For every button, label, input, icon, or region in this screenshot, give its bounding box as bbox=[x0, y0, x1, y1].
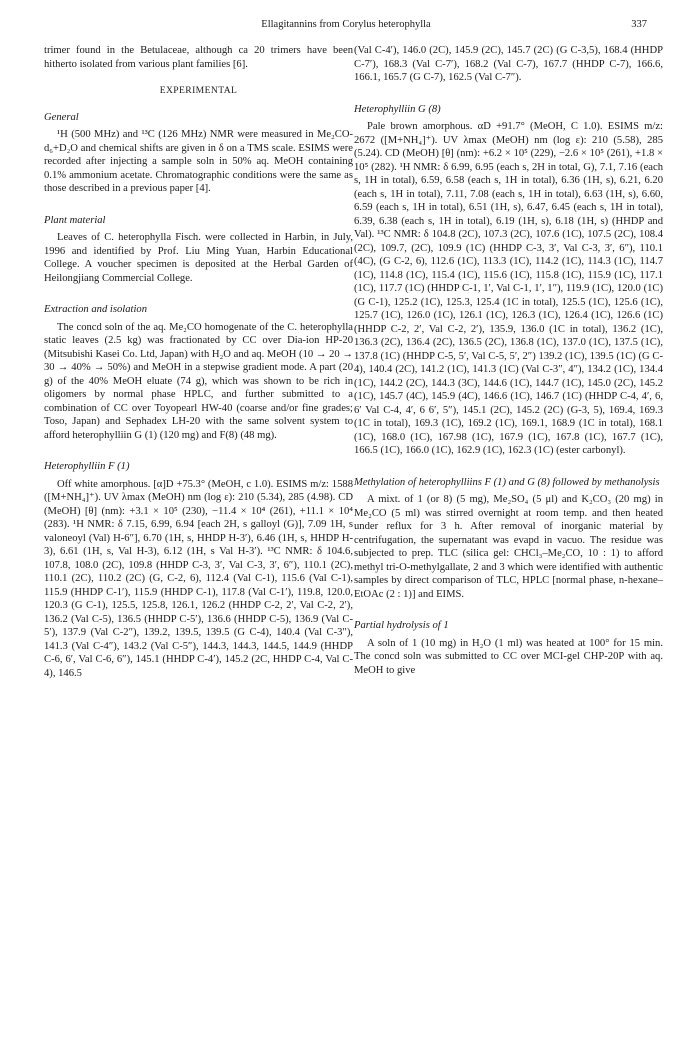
general-paragraph: ¹H (500 MHz) and ¹³C (126 MHz) NMR were measured in Me₂CO-d₆+D₂O and chemical shifts are given in δ on a TMS scale. ESIMS were recorded after injecting a sample soln in 50% aq. MeOH containing 0.1% ammonium acetate. Chromatographic conditions were the same as those described in a previous paper [4]. bbox=[44, 129, 353, 194]
extraction-paragraph: The concd soln of the aq. Me₂CO homogenate of the C. heterophylla static leaves (2.5 kg) was fractionated by CC over Dia-ion HP-20 (Mitsubishi Kasei Co. Ltd, Japan) with H₂O and aq. MeOH (10 → 20 → 30 → 40% → 50%) and MeOH in a stepwise gradient mode. A part (20 g) of the 40% MeOH eluate (74 g), which was shown to be rich in oligomers by normal phase HPLC, and further submitted to a combination of CC over Toyopearl HW-40 (coarse and/or fine grades; Toso, Japan) and Sephadex LH-20 with the same solvent system to afford heterophylliin G (1) (120 mg) and F(8) (48 mg). bbox=[44, 321, 353, 441]
heterophylliin-f-heading: Heterophylliin F (1) bbox=[44, 461, 130, 472]
partial-hydrolysis-paragraph: A soln of 1 (10 mg) in H₂O (1 ml) was heated at 100° for 15 min. The concd soln was submitted to CC over MCI-gel CHP-20P with aq. MeOH to give bbox=[354, 637, 663, 676]
methylation-heading: Methylation of heterophylliins F (1) and G (8) followed by methanolysis bbox=[354, 476, 660, 488]
running-head bbox=[0, 18, 692, 32]
general-heading: General bbox=[44, 111, 79, 123]
intro-continued-paragraph: trimer found in the Betulaceae, although ca 20 trimers have been hitherto isolated from various plant families [6]. bbox=[44, 45, 353, 70]
heterophylliin-f-paragraph: Off white amorphous. [α]D +75.3° (MeOH, c 1.0). ESIMS m/z: 1588 ([M+NH₄]⁺). UV λmax (MeOH) nm (log ε): 210 (5.34), 285 (4.98). CD (MeOH) [θ] (nm): +3.1 × 10⁵ (230), −11.4 × 10⁴ (261), +11.1 × 10⁴ (283). ¹H NMR: δ 7.15, 6.99, 6.94 [each 2H, s galloyl (G)], 7.09 1H, s valoneoyl (Val) H-6″], 6.70 (1H, s, HHDP H-3′), 6.46 (1H, s, HHDP H-3), 6.61 (1H, s, Val H-3), 6.12 (1H, s Val H-3′). ¹³C NMR: δ 104.6, 107.8, 108.0 (2C), 109.8 (HHDP C-3, 3′, Val C-3, 3′, 6″), 110.1 (2C), 110.1 (2C), 110.2 (2C) (G, C-2, 6), 112.4 (Val C-1), 115.6 (Val C-1), 115.9 (HHDP C-1′), 115.9 (HHDP C-1), 117.8 (Val C-1′), 119.8, 120.0, 120.3 (G C-1), 125.5, 125.8, 126.1, 126.2 (HHDP C-2, 2′, Val C-2, 2′), 136.2 (Val C-5), 136.5 (HHDP C-5′), 136.6 (HHDP C-5), 136.9 (Val C-5′), 137.9 (Val C-2″), 139.2, 139.5, 139.5 (G C-4), 140.4 (Val C-3″), 141.3 (Val C-4″), 143.2 (Val C-5″), 144.3, 144.3, 144.5, 144.9 (HHDP C-6, 6′, Val C-6, 6″), 145.1 (HHDP C-4′), 145.2 (2C, HHDP C-4, Val C-4), 146.5 bbox=[44, 478, 353, 679]
left-column bbox=[44, 44, 353, 680]
plant-material-heading: Plant material bbox=[44, 214, 106, 226]
extraction-heading: Extraction and isolation bbox=[44, 304, 147, 315]
heterophylliin-g-paragraph: Pale brown amorphous. αD +91.7° (MeOH, C 1.0). ESIMS m/z: 2672 ([M+NH₄]⁺). UV λmax (MeOH) nm (log ε): 210 (5.58), 285 (5.24). CD (MeOH) [θ] (nm): +6.2 × 10⁵ (229), −2.6 × 10⁵ (261), +1.8 × 10⁵ (282). ¹H NMR: δ 6.99, 6.95 (each s, 2H in total, G), 7.1, 7.16 (each s, 1H in total), 6.59, 6.58 (each s, 1H in total), 6.36 (1H, s), 6.21, 6.20 (each s, 1H in total), 7.11, 7.08 (each s, 1H in total), 6.63 (1H, s), 6.60, 6.59 (each s, 1H in total), 6.51 (1H, s), 6.47, 6.45 (each s, 1H in total), 6.39, 6.38 (each s, 1H in total), 6.19 (1H, s), 6.18 (1H, s) (HHDP and Val). ¹³C NMR: δ 104.8 (2C), 107.3 (2C), 107.6 (1C), 107.5 (2C), 108.4 (2C), 109.7, (2C), 109.9 (1C) (HHDP C-3, 3′, Val C-3, 3′, 6″), 110.1 (4C), (G C-2, 6), 112.6 (1C), 113.3 (1C), 114.2 (1C), 114.3 (1C), 114.7 (1C), 114.8 (1C), 115.4 (1C), 115.6 (1C), 115.8 (1C), 115.9 (1C), 117.1 (1C), 117.7 (1C) (HHDP C-1, 1′, Val C-1, 1′, 1″), 119.9 (1C), 120.0 (1C) (G C-1), 125.2 (1C), 125.3, 125.4 (1C in total), 125.5 (1C), 125.6 (1C), 125.7 (1C), 126.0 (1C), 126.1 (1C), 126.3 (1C), 126.4 (1C), 126.6 (1C) (HHDP C-2, 2′, Val C-2, 2′), 135.9, 136.0 (1C in total), 136.2 (1C), 136.3 (2C), 136.4 (2C), 136.5 (2C), 136.8 (1C), 137.0 (1C), 137.5 (1C), 137.8 (1C) (HHDP C-5, 5′, Val C-5, 5′, 2″) 139.2 (1C), 139.5 (1C) (G C-4), 140.4 (2C), 141.2 (1C), 141.3 (1C) (Val C-3″, 4″), 134.2 (1C), 134.4 (1C), 144.2 (2C), 144.3 (3C), 144.6 (1C), 144.7 (1C), 145.0 (2C), 145.2 (1C), 145.7 (4C), 145.9 (4C), 146.6 (1C), 146.7 (1C) (HHDP C-4, 4′, 6, 6′ Val C-4, 4′, 6 6′, 5″), 145.1 (2C), 145.2 (2C) (G-3, 5), 169.4, 169.3 (1C in total), 169.3 (1C), 169.2 (1C), 169.1, 168.9 (1C in total), 168.1 (1C), 168.0 (1C), 167.98 (1C), 167.9 (1C), 167.8 (1C), 167.7 (1C), 166.5 (1C), 166.0 (1C), 162.9 (1C), 162.3 (1C) (ester carbonyl). bbox=[354, 121, 663, 456]
heterophylliin-g-heading: Heterophylliin G (8) bbox=[354, 103, 441, 115]
page-number: 337 bbox=[631, 19, 647, 30]
running-title: Ellagitannins from Corylus heterophylla bbox=[261, 19, 431, 30]
plant-material-paragraph: Leaves of C. heterophylla Fisch. were collected in Harbin, in July, 1996 and identified by Prof. Liu Ming Yuan, Harbin Educational College. A voucher specimen is deposited at the Herbal Garden of Heilongjiang Commercial College. bbox=[44, 232, 353, 284]
partial-hydrolysis-heading: Partial hydrolysis of 1 bbox=[354, 620, 449, 631]
experimental-heading: EXPERIMENTAL bbox=[159, 85, 238, 96]
heterophylliin-f-continued-paragraph: (Val C-4′), 146.0 (2C), 145.9 (2C), 145.7 (2C) (G C-3,5), 168.4 (HHDP C-7′), 168.3 (Val C-7′), 168.2 (Val C-7), 167.7 (HHDP C-7), 166.6, 166.1, 165.7 (G C-7), 162.5 (Val C-7″). bbox=[354, 45, 663, 83]
methylation-paragraph: A mixt. of 1 (or 8) (5 mg), Me₂SO₄ (5 μl) and K₂CO₃ (20 mg) in Me₂CO (5 ml) was stirred overnight at room temp. and then heated under reflux for 3 h. After removal of inorganic material by centrifugation, the supernatant was evapd in vacuo. The residue was subjected to prep. TLC (silica gel: CHCl₃–Me₂CO, 10 : 1) to afford methyl tri-O-methylgallate, 2 and 3 which were identified with authentic samples by direct comparison of TLC, HPLC [normal phase, n-hexane–EtOAc (2 : 1)] and EIMS. bbox=[354, 494, 663, 600]
right-column bbox=[354, 44, 663, 677]
